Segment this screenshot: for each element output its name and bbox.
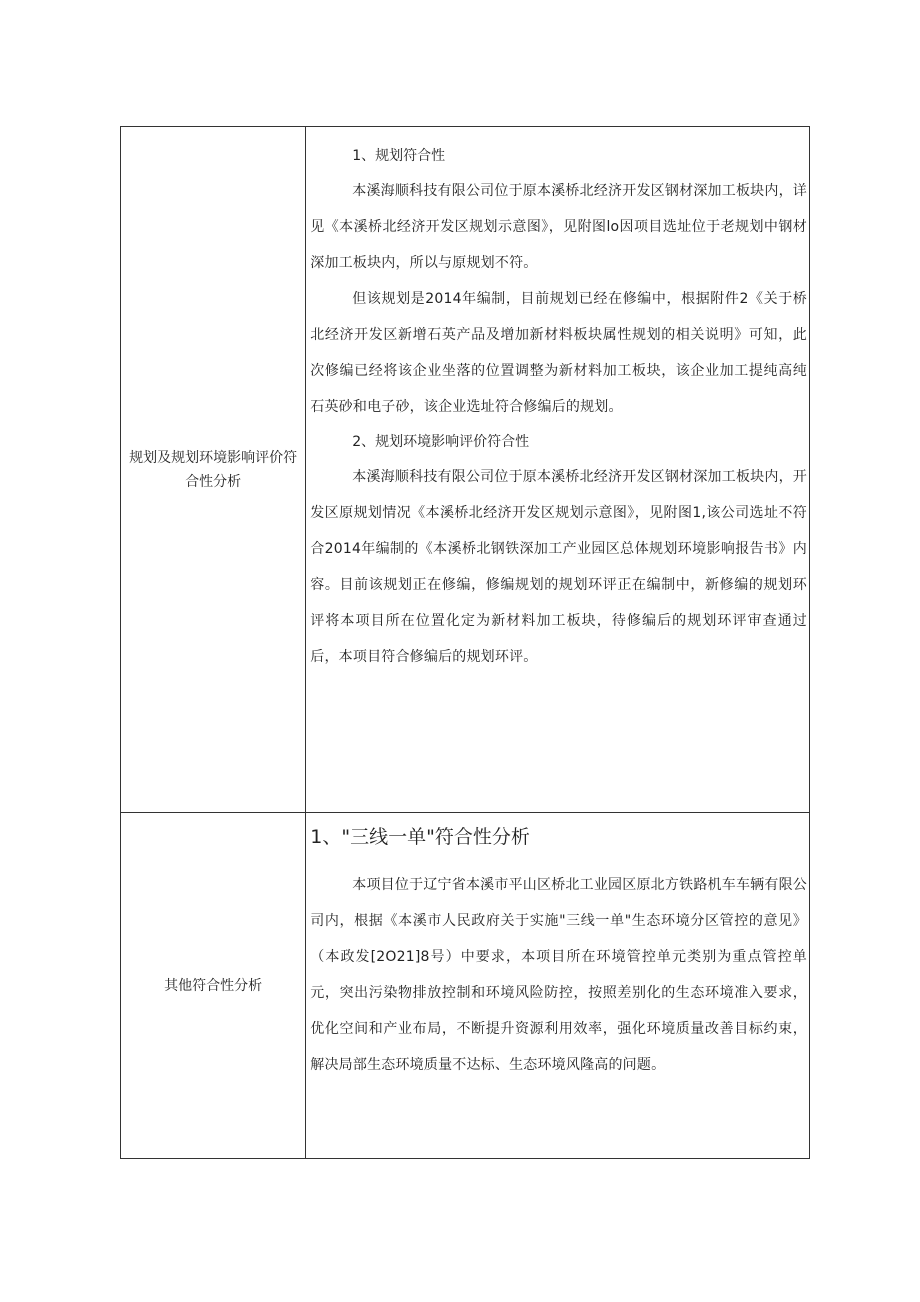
row-content-planning (306, 127, 810, 813)
paragraph: 本项目位于辽宁省本溪市平山区桥北工业园区原北方铁路机车车辆有限公司内，根据《本溪市人民政府关于实施"三线一单"生态环境分区管控的意见》（本政发[2O21]8号）中要求，本项目所在环境管控单元类别为重点管控单元，突出污染物排放控制和环境风险防控，按照差别化的生态环境准入要求，优化空间和产业布局，不断提升资源利用效率，强化环境质量改善目标约束，解决局部生态环境质量不达标、生态环境风隆高的问题。 (310, 877, 807, 1073)
section-heading-three-lines: 1、"三线一单"符合性分析 (310, 826, 530, 848)
paragraph: 本溪海顺科技有限公司位于原本溪桥北经济开发区钢材深加工板块内，详见《本溪桥北经济开发区规划示意图》，见附图lo因项目选址位于老规划中钢材深加工板块内，所以与原规划不符。 (310, 183, 807, 271)
paragraph: 但该规划是2014年编制，目前规划已经在修编中，根据附件2《关于桥北经济开发区新增石英产品及增加新材料板块属性规划的相关说明》可知，此次修编已经将该企业坐落的位置调整为新材料加工板块，该企业加工提纯高纯石英砂和电子砂，该企业选址符合修编后的规划。 (310, 291, 807, 415)
row-label-planning: 规划及规划环境影响评价符合性分析 (121, 127, 306, 813)
compliance-table (120, 126, 810, 1159)
table-row (121, 813, 810, 1159)
paragraph: 本溪海顺科技有限公司位于原本溪桥北经济开发区钢材深加工板块内，开发区原规划情况《本溪桥北经济开发区规划示意图》，见附图1,该公司选址不符合2014年编制的《本溪桥北钢铁深加工产业园区总体规划环境影响报告书》内容。目前该规划正在修编，修编规划的规划环评正在编制中，新修编的规划环评将本项目所在位置化定为新材料加工板块，待修编后的规划环评审查通过后，本项目符合修编后的规划环评。 (310, 469, 807, 665)
row-content-other (306, 813, 810, 1159)
section-heading-planning-compliance: 1、规划符合性 (352, 148, 446, 164)
row-label-other: 其他符合性分析 (121, 813, 306, 1159)
section-heading-eia-compliance: 2、规划环境影响评价符合性 (352, 434, 530, 450)
table-row (121, 127, 810, 813)
